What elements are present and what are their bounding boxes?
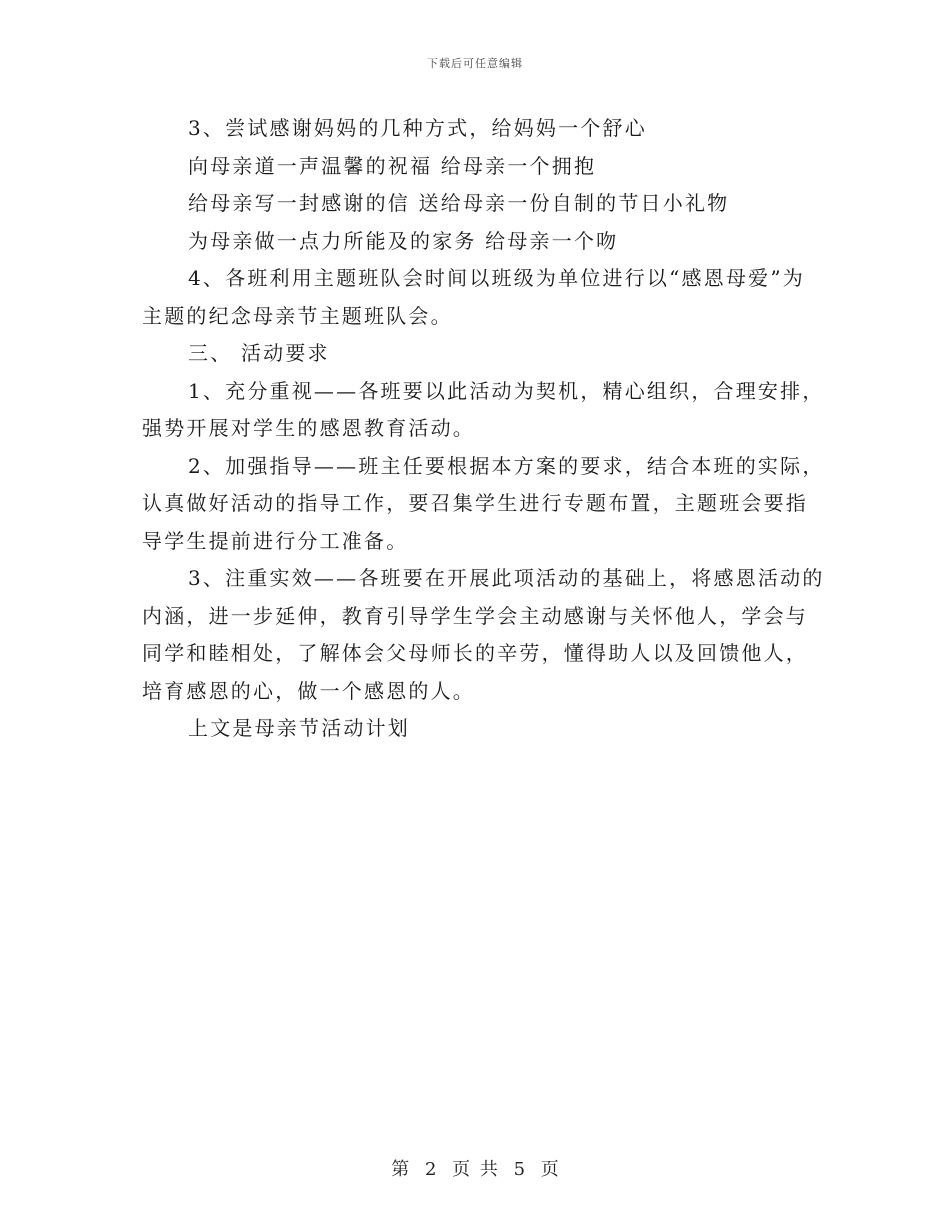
footer-prefix: 第: [391, 1159, 410, 1180]
text-line: 三、 活动要求: [188, 341, 330, 365]
footer-total-pages: 5: [513, 1159, 526, 1180]
text-line: 向母亲道一声温馨的祝福 给母亲一个拥抱: [188, 153, 597, 178]
document-body: [142, 110, 825, 748]
text-line: 2、加强指导——班主任要根据本方案的要求，结合本班的实际，: [188, 453, 825, 478]
text-line: 为母亲做一点力所能及的家务 给母亲一个吻: [188, 228, 619, 253]
footer-middle: 页 共: [452, 1159, 498, 1180]
header-note: 下载后可任意编辑: [427, 57, 523, 70]
text-line: 强势开展对学生的感恩教育活动。: [142, 416, 475, 440]
footer-current-page: 2: [424, 1159, 437, 1180]
page-footer: [0, 1155, 950, 1181]
text-line: 4、各班利用主题班队会时间以班级为单位进行以“感恩母爱”为: [188, 266, 805, 290]
text-line: 内涵，进一步延伸，教育引导学生学会主动感谢与关怀他人，学会与: [142, 603, 808, 628]
text-line: 3、尝试感谢妈妈的几种方式，给妈妈一个舒心: [188, 116, 647, 140]
text-line: 培育感恩的心，做一个感恩的人。: [142, 678, 475, 703]
footer-suffix: 页: [540, 1159, 559, 1180]
text-line: 3、注重实效——各班要在开展此项活动的基础上，将感恩活动的: [188, 566, 825, 590]
text-line: 导学生提前进行分工准备。: [142, 528, 409, 553]
text-line: 给母亲写一封感谢的信 送给母亲一份自制的节日小礼物: [188, 191, 730, 215]
text-line: 同学和睦相处，了解体会父母师长的辛劳，懂得助人以及回馈他人，: [142, 641, 808, 665]
text-line: 认真做好活动的指导工作，要召集学生进行专题布置，主题班会要指: [142, 491, 808, 515]
text-line: 上文是母亲节活动计划: [188, 716, 410, 740]
text-line: 主题的纪念母亲节主题班队会。: [142, 303, 453, 328]
text-line: 1、充分重视——各班要以此活动为契机，精心组织，合理安排，: [188, 378, 825, 403]
